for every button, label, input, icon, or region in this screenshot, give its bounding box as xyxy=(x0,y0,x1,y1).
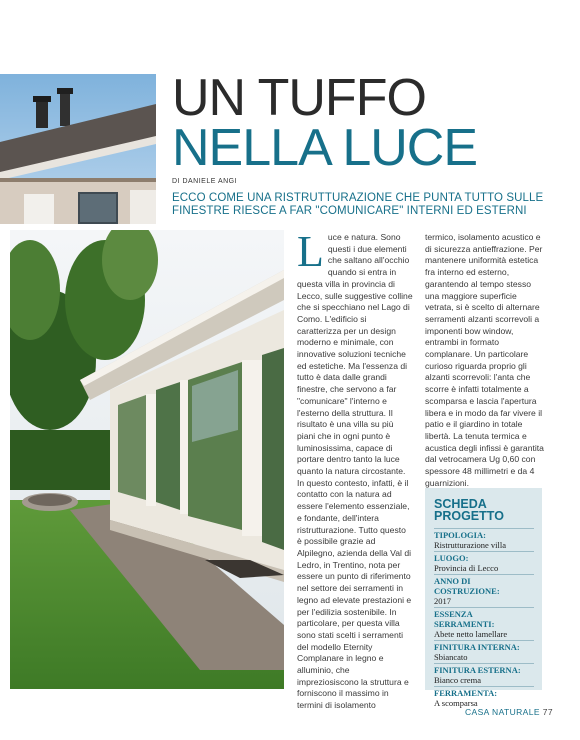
sheet-key: FERRAMENTA: xyxy=(434,688,498,698)
divider xyxy=(434,607,534,608)
roof-photo xyxy=(0,74,156,224)
sheet-value: Sbiancato xyxy=(434,652,468,662)
divider xyxy=(434,663,534,664)
project-sheet-title-line-1: SCHEDA xyxy=(434,497,487,511)
roof-photo-illustration xyxy=(0,74,156,224)
sheet-key: LUOGO: xyxy=(434,553,469,563)
page-number: 77 xyxy=(542,707,553,717)
article-subtitle: ECCO COME UNA RISTRUTTURAZIONE CHE PUNTA TUTTO SULLE FINESTRE RIESCE A FAR "COMUNICARE" INTERNI ED ESTERNI xyxy=(172,192,544,217)
sheet-key: FINITURA ESTERNA: xyxy=(434,665,521,675)
sheet-value: 2017 xyxy=(434,596,451,606)
column-1-text: uce e natura. Sono questi i due elementi che saltano all'occhio quando si entra in questa villa in provincia di Lecco, sulle suggestive colline che si specchiano nel Lago di Como. L'edificio si caratterizza per un design moderno e minimale, con innovative soluzioni tecniche ed estetiche. Ma l'essenza di tutto è data dalle grandi finestre, che servono a far "comunicare" l'interno e l'esterno della struttura. Il risultato è una villa su più piani che in ogni punto è luminosissima, capace di portare dentro tanto la luce quanto la natura circostante. In questo contesto, infatti, è il contatto con la natura ad essere l'elemento essenziale, e fondante, dell'intera ristrutturazione. Tutto questo è possibile grazie ad Alpilegno, azienda della Val di Ledro, in Trentino, nota per essere un punto di riferimento nel settore dei serramenti in legno ad elevate prestazioni e per l'edilizia sostenibile. In particolare, per questa villa sono stati scelti i serramenti del modello Eternity Complanare in legno e alluminio, che impreziosiscono la struttura e forniscono il massimo in termini di isolamento xyxy=(297,232,413,711)
column-2-text: termico, isolamento acustico e di sicurezza antieffrazione. Per mantenere uniformità estetica fra interno ed esterno, garantendo al tempo stesso una maggiore superficie vetrata, si è scelto di alternare serramenti alzanti scorrevoli a imponenti bow window, entrambi in formato complanare. Un particolare curioso riguarda proprio gli alzanti scorrevoli: l'anta che scorre è infatti totalmente a scomparsa e lascia l'apertura libera e in modo da far vivere il patio e il giardino in totale libertà. La tenuta termica e acustica degli infissi è garantita dal vetrocamera Ug 0,60 con spessore 48 millimetri e da 4 guarnizioni. xyxy=(425,232,544,488)
villa-photo xyxy=(10,230,284,689)
article-title-line-1: UN TUFFO xyxy=(172,69,426,127)
project-sheet-box xyxy=(425,488,542,708)
sheet-value: A scomparsa xyxy=(434,698,478,708)
divider xyxy=(434,640,534,641)
sheet-key: ESSENZA SERRAMENTI: xyxy=(434,609,495,629)
divider xyxy=(434,528,534,529)
sheet-key: ANNO DI COSTRUZIONE: xyxy=(434,576,500,596)
sheet-value: Provincia di Lecco xyxy=(434,563,499,573)
drop-cap: L xyxy=(297,227,324,276)
magazine-name: CASA NATURALE xyxy=(465,707,540,717)
byline: DI DANIELE ANGI xyxy=(172,178,238,185)
article-title-line-2: NELLA LUCE xyxy=(172,119,478,177)
article-column-1 xyxy=(297,227,413,712)
article-column-2 xyxy=(425,232,547,489)
sheet-value: Bianco crema xyxy=(434,675,481,685)
sheet-value: Ristrutturazione villa xyxy=(434,540,506,550)
sheet-key: TIPOLOGIA: xyxy=(434,530,486,540)
project-sheet-title-line-2: PROGETTO xyxy=(434,509,504,523)
divider xyxy=(434,686,534,687)
page-footer xyxy=(465,707,553,717)
divider xyxy=(434,551,534,552)
sheet-value: Abete netto lamellare xyxy=(434,629,508,639)
divider xyxy=(434,574,534,575)
project-sheet-title xyxy=(434,498,534,522)
sheet-key: FINITURA INTERNA: xyxy=(434,642,520,652)
villa-photo-illustration xyxy=(10,230,284,689)
